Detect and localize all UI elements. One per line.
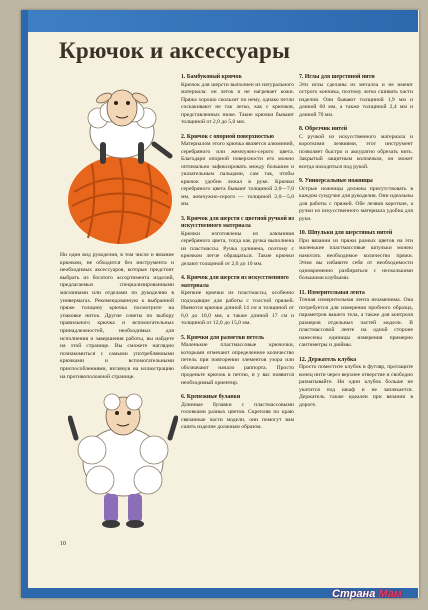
section-text: Просто поместите клубок в футляр, протащите конец нити через верхнее отверстие и свободно разматывайте. Ни один клубок больше не укатится под шкаф и не запачкается. Держатель также идеален при вязании в дороге. [299, 364, 413, 408]
section-11 [299, 290, 413, 350]
section-3 [181, 216, 294, 269]
section-text: Крючок для шерсти выполнен из натурального материала: он легок и не нагревает кожи. Пряжа хорошо скользит по нему, однако петли соскакивают не так легко, как с крючков, представленных ниже. Такие крючки бывают толщиной от 2,0 до 5,0 мм. [181, 81, 294, 125]
section-text: Крючки изготовлены из алюминия серебряного цвета, тогда как ручка выполнена из пластмассы. Ручка удлинена, поэтому с крючком легче обращаться. Такие крючки делают толщиной от 2,0 до 10 мм. [181, 230, 294, 267]
section-9 [299, 178, 413, 223]
left-blue-bar [21, 10, 28, 598]
section-title: 3. Крючок для шерсти с цветной ручкой из искусственного материала [181, 215, 294, 229]
intro-text: Ни один вид рукоделия, в том числе и вязание крючком, не обходится без инструмента и необходимых аксессуаров, которые предстоит выбрать из богатого ассортимента изделий, предлагаемых специализированными магазинами или отделами по рукоделию в универмагах. Рекомендованную к выбранной пряже толщину крючка посмотрите на упаковке ниток. Другие советы по выбору правильного крючка и вспомогательных принадлежностей, необходимых для исполнения и завершения работы, вы найдете на этой странице. Вы сможете наглядно познакомиться с самыми употребляемыми крючками и вспомогательными приспособлениями, взглянув на иллюстрацию на противоположной странице. [60, 252, 174, 380]
section-text: Материалом этого крючка является алюминий, серебряного или жемчужно-серого цвета. Благодаря опорной поверхности его можно оптимально зафиксировать между большим и указательным пальцами, сам так, чтобы крючок удобно лежал в руке. Крючки серебряного цвета бывают толщиной 2,0—7,0 мм, жемчужно-серого — толщиной 2,0—5,0 мм. [181, 141, 294, 207]
section-4 [181, 275, 294, 328]
watermark-part-2: Мам [378, 588, 402, 600]
section-title: 10. Шпульки для шерстяных нитей [299, 230, 393, 236]
sheep-with-yarn-ball-icon [58, 72, 176, 247]
site-watermark [332, 588, 402, 600]
section-1 [181, 74, 294, 127]
section-title: 2. Крючок с опорной поверхностью [181, 133, 274, 140]
section-2 [181, 134, 294, 209]
section-title: 4. Крючок для шерсти из искусственного материала [181, 275, 289, 289]
right-column [299, 74, 413, 416]
section-text: С ручкой из искусственного материала и короткими лезвиями, этот инструмент позволяет быстро и аккуратно обрезать нить. Закрытый защитным колпачком, он может всегда находиться под рукой. [299, 133, 413, 170]
watermark-part-1: Страна [332, 588, 379, 600]
section-text: Маленькие пластмассовые крючочки, которыми отмечают определенное количество петель при повторении элементов узора или обозначают начало раппорта. Просто проденьте крючок в петлю, и у вас появится необходимый ориентир. [181, 342, 294, 386]
page-number: 10 [60, 541, 66, 547]
section-title: 1. Бамбуковый крючок [181, 74, 242, 80]
sheep-in-wool-icon [68, 380, 178, 530]
section-7 [299, 74, 413, 119]
section-title: 8. Обрезчик нитей [299, 126, 348, 132]
section-text: Эти иглы сделаны из металла и не имеют острого кончика, поэтому легко сшивать части изделия. Они бывают толщиной 1,9 мм и длиной 60 мм, а также толщиной 2,4 мм и длиной 70 мм. [299, 81, 413, 118]
section-text: Точная измерительная лента незаменима. Она потребуется для измерения пробного образца, параметров вашего тела, а также для контроля размеров отдельных частей модели. В пластмассовой ленте на одной стороне нанесены единицы измерения примерно сантиметры и дюймы. [299, 297, 413, 348]
section-title: 6. Крепежные булавки [181, 394, 241, 400]
top-blue-bar [21, 10, 418, 32]
section-title: 12. Держатель клубка [299, 356, 357, 363]
middle-column [181, 74, 294, 439]
section-10 [299, 230, 413, 283]
section-title: 9. Универсальные ножницы [299, 178, 373, 184]
section-text: Длинные булавки с пластмассовыми головками разных цветов. Скрепляя по краю связанные части модели, они помогут вам сшить изделие должным образом. [181, 401, 294, 430]
section-6 [181, 394, 294, 432]
section-text: Острые ножницы должны присутствовать в каждом сундучке для рукоделия. Они идеальны для работы с пряжей. Обе лезвия короткие, а ручки из искусственного материала удобна для руки. [299, 185, 413, 222]
page-title: Крючок и аксессуары [59, 38, 291, 63]
section-title: 11. Измерительная лента [299, 289, 365, 296]
section-12 [299, 357, 413, 410]
section-text: Крепкие крючки из пластмассы, особенно подходящие для работы с толстой пряжей. Имеются крючки длиной 14 см и толщиной от 6,0 до 10,0 мм, а также длиной 17 см и толщиной от 12,0 до 15,0 мм. [181, 290, 294, 326]
section-8 [299, 126, 413, 171]
section-title: 7. Иглы для шерстяной нити [299, 74, 375, 80]
section-text: При вязании из пряжи разных цветов на эти маленькие пластмассовые шпульки можно намотать необходимое количество пряжи. Этим вы избавите себя от необходимости одновременно разбираться с несколькими большими клубками. [299, 237, 413, 281]
section-5 [181, 335, 294, 388]
section-title: 5. Крючки для разметки петель [181, 334, 265, 341]
